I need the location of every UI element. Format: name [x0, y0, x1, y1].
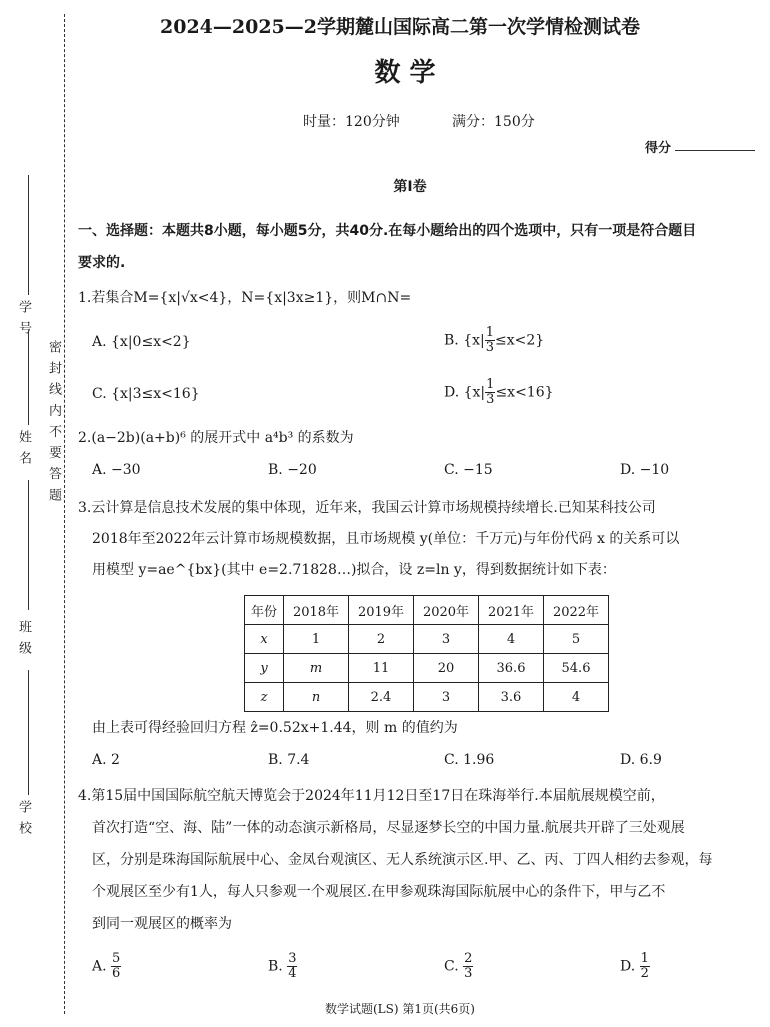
q2-option-a[interactable]: A. −30 — [92, 462, 141, 478]
table-cell: 3 — [414, 625, 479, 654]
time-limit: 时量：120分钟 — [303, 114, 400, 130]
table-cell: 20 — [414, 654, 479, 683]
school-label: 学 校 — [16, 800, 31, 837]
table-cell: 2020年 — [414, 596, 479, 625]
q4-line4: 个观展区至少有1人，每人只参观一个观展区.在甲参观珠海国际航展中心的条件下，甲与乙不 — [92, 884, 666, 900]
table-cell: z — [245, 683, 284, 712]
q4-line2: 首次打造“空、海、陆”一体的动态演示新格局，尽显逐梦长空的中国力量.航展共开辟了三处观展 — [92, 820, 685, 836]
table-cell: 4 — [479, 625, 544, 654]
q4-line1: 4.第15届中国国际航空航天博览会于2024年11月12日至17日在珠海举行.本届航展规模空前， — [78, 788, 665, 804]
q1-stem: 1.若集合M={x|√x<4}，N={x|3x≥1}，则M∩N= — [78, 290, 412, 306]
table-row — [245, 596, 609, 625]
q4-d-fraction: $\frac{1}{2}$ — [640, 951, 649, 981]
q4-c-label: C. — [444, 958, 459, 975]
table-cell: 4 — [544, 683, 609, 712]
class-label: 班 级 — [16, 620, 31, 657]
q3-option-a[interactable]: A. 2 — [92, 752, 120, 768]
table-row — [245, 654, 609, 683]
table-cell: 2021年 — [479, 596, 544, 625]
section-heading-line2: 要求的. — [78, 255, 126, 271]
table-row — [245, 625, 609, 654]
table-row — [245, 683, 609, 712]
volume-label: 第Ⅰ卷 — [393, 179, 427, 195]
q4-line5: 到同一观展区的概率为 — [92, 916, 232, 932]
q2-option-b[interactable]: B. −20 — [268, 462, 317, 478]
table-cell: 2018年 — [284, 596, 349, 625]
table-cell: 54.6 — [544, 654, 609, 683]
score-blank[interactable] — [675, 150, 755, 151]
table-cell: 11 — [349, 654, 414, 683]
table-cell: y — [245, 654, 284, 683]
q1-b-suffix: ≤x<2} — [495, 332, 545, 349]
name-label: 姓 名 — [16, 430, 31, 467]
table-cell: 2019年 — [349, 596, 414, 625]
q4-a-label: A. — [92, 958, 107, 975]
table-cell: m — [284, 654, 349, 683]
exam-title: 2024—2025—2学期麓山国际高二第一次学情检测试卷 — [160, 16, 640, 38]
q1-option-d[interactable] — [444, 378, 554, 407]
table-cell: 3.6 — [479, 683, 544, 712]
name-line[interactable] — [28, 330, 29, 425]
section-heading-line1: 一、选择题：本题共8小题，每小题5分，共40分.在每小题给出的四个选项中，只有一项是符合题目 — [78, 223, 697, 239]
q3-line1: 3.云计算是信息技术发展的集中体现，近年来，我国云计算市场规模持续增长.已知某科技公司 — [78, 500, 656, 516]
table-cell: 36.6 — [479, 654, 544, 683]
q4-option-d[interactable] — [620, 952, 650, 981]
q2-option-d[interactable]: D. −10 — [620, 462, 670, 478]
q1-option-a[interactable]: A. {x|0≤x<2} — [92, 334, 191, 350]
q3-after-table: 由上表可得经验回归方程 ẑ=0.52x+1.44，则 m 的值约为 — [92, 720, 458, 736]
full-score: 满分：150分 — [452, 114, 535, 130]
q3-option-b[interactable]: B. 7.4 — [268, 752, 310, 768]
q1-b-fraction: $\frac{1}{3}$ — [485, 325, 494, 355]
page-footer: 数学试题(LS) 第1页(共6页) — [324, 1002, 475, 1016]
class-line[interactable] — [28, 480, 29, 610]
q1-d-prefix: D. {x| — [444, 384, 486, 401]
seal-warning: 密 封 线 内 不 要 答 题 — [46, 340, 61, 503]
q4-line3: 区，分别是珠海国际航展中心、金凤台观演区、无人系统演示区.甲、乙、丙、丁四人相约去参观，每 — [92, 852, 713, 868]
q1-option-b[interactable] — [444, 326, 544, 355]
q1-d-fraction: $\frac{1}{3}$ — [486, 377, 495, 407]
q3-option-d[interactable]: D. 6.9 — [620, 752, 662, 768]
q3-data-table — [244, 595, 609, 712]
q3-line2: 2018年至2022年云计算市场规模数据，且市场规模 y(单位：千万元)与年份代码 x 的关系可以 — [92, 531, 680, 547]
table-cell: 5 — [544, 625, 609, 654]
q4-b-label: B. — [268, 958, 283, 975]
q4-option-a[interactable] — [92, 952, 121, 981]
q4-option-b[interactable] — [268, 952, 297, 981]
q4-b-fraction: $\frac{3}{4}$ — [288, 951, 297, 981]
q1-option-c[interactable]: C. {x|3≤x<16} — [92, 386, 200, 402]
table-cell: x — [245, 625, 284, 654]
table-cell: 2022年 — [544, 596, 609, 625]
q2-option-c[interactable]: C. −15 — [444, 462, 493, 478]
table-cell: 年份 — [245, 596, 284, 625]
q2-stem: 2.(a−2b)(a+b)⁶ 的展开式中 a⁴b³ 的系数为 — [78, 430, 354, 446]
q3-option-c[interactable]: C. 1.96 — [444, 752, 495, 768]
q1-d-suffix: ≤x<16} — [495, 384, 554, 401]
subject-title: 数 学 — [374, 58, 436, 88]
table-cell: 1 — [284, 625, 349, 654]
q4-d-label: D. — [620, 958, 636, 975]
table-cell: 3 — [414, 683, 479, 712]
q1-b-prefix: B. {x| — [444, 332, 485, 349]
student-id-label: 学 号 — [16, 300, 31, 337]
table-cell: 2.4 — [349, 683, 414, 712]
table-cell: n — [284, 683, 349, 712]
score-label: 得分 — [645, 141, 672, 156]
q4-c-fraction: $\frac{2}{3}$ — [464, 951, 473, 981]
q3-line3: 用模型 y=ae^{bx}(其中 e=2.71828…)拟合，设 z=ln y，得到数据统计如下表： — [92, 562, 616, 578]
table-cell: 2 — [349, 625, 414, 654]
q4-a-fraction: $\frac{5}{6}$ — [112, 951, 121, 981]
school-line[interactable] — [28, 670, 29, 795]
seal-dashed-line — [64, 14, 65, 1014]
q4-option-c[interactable] — [444, 952, 473, 981]
